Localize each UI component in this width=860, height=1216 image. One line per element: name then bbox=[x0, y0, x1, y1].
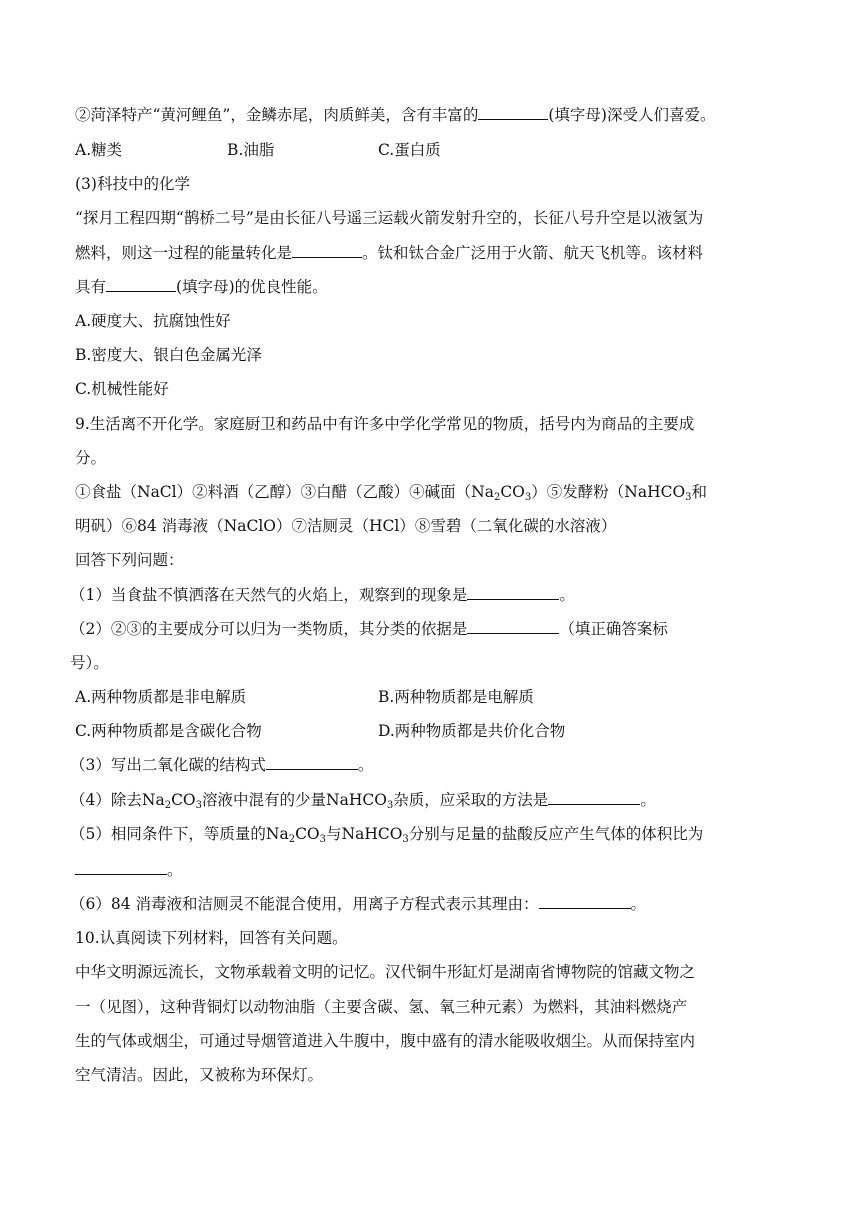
formula-nahco: NaHCO bbox=[624, 483, 686, 501]
formula-co: CO bbox=[500, 483, 525, 501]
answer-blank[interactable] bbox=[467, 619, 559, 634]
q9-sub-text: 溶液中混有的少量 bbox=[202, 791, 327, 809]
q9-sub-2-cont: 号）。 bbox=[70, 654, 109, 672]
formula-co: CO bbox=[295, 825, 320, 843]
subscript: 2 bbox=[288, 834, 296, 845]
q9-sub-text: （1）当食盐不慎洒落在天然气的火焰上，观察到的现象是 bbox=[70, 586, 468, 604]
q8-choice-c: C.机械性能好 bbox=[75, 380, 169, 398]
q9-sub-text: 与 bbox=[326, 825, 342, 843]
formula-nahco: NaHCO bbox=[326, 791, 387, 809]
q8-option-c: C.蛋白质 bbox=[378, 141, 441, 159]
q9-sub-5 bbox=[70, 823, 703, 845]
q9-sub-text: （5）相同条件下，等质量的 bbox=[70, 825, 266, 843]
q9-sub-1 bbox=[70, 584, 575, 606]
q8-option-b: B.油脂 bbox=[227, 141, 275, 159]
q9-option-a: A.两种物质都是非电解质 bbox=[75, 688, 247, 706]
answer-blank[interactable] bbox=[106, 277, 176, 292]
section-heading: (3)科技中的化学 bbox=[75, 175, 190, 193]
subscript: 3 bbox=[386, 800, 394, 811]
q8-paragraph-text: 。钛和钛合金广泛用于火箭、航天飞机等。该材料 bbox=[362, 244, 704, 262]
q9-items-text: ）⑤发酵粉（ bbox=[531, 483, 625, 501]
q9-stem-cont: 分。 bbox=[75, 449, 107, 467]
q9-option-b: B.两种物质都是电解质 bbox=[378, 688, 534, 706]
answer-blank[interactable] bbox=[266, 755, 358, 770]
q9-sub-text: 杂质，应采取的方法是 bbox=[393, 791, 549, 809]
q9-sub-text: 。 bbox=[640, 791, 656, 809]
subscript: 3 bbox=[195, 800, 203, 811]
formula-nahco: NaHCO bbox=[341, 825, 403, 843]
formula-co: CO bbox=[171, 791, 196, 809]
q9-sub-text: （填正确答案标 bbox=[559, 620, 668, 638]
answer-blank[interactable] bbox=[548, 790, 640, 805]
q8-line-1-text-end: (填字母)深受人们喜爱。 bbox=[548, 106, 716, 124]
q10-paragraph-line: 一（见图），这种背铜灯以动物油脂（主要含碳、氢、氧三种元素）为燃料，其油料燃烧产 bbox=[75, 998, 688, 1016]
answer-blank[interactable] bbox=[467, 585, 559, 600]
q10-paragraph-line: 中华文明源远流长，文物承载着文明的记忆。汉代铜牛形缸灯是湖南省博物院的馆藏文物之 bbox=[75, 963, 696, 981]
q9-answer-prompt: 回答下列问题： bbox=[75, 551, 184, 569]
q9-sub-4 bbox=[70, 789, 656, 811]
q9-stem: 9.生活离不开化学。家庭厨卫和药品中有许多中学化学常见的物质，括号内为商品的主要成 bbox=[75, 415, 695, 433]
q9-option-d: D.两种物质都是共价化合物 bbox=[378, 722, 566, 740]
q9-sub-text: （4）除去 bbox=[70, 791, 142, 809]
answer-blank[interactable] bbox=[292, 243, 362, 258]
q8-paragraph-line: “探月工程四期“鹊桥二号”是由长征八号遥三运载火箭发射升空的，长征八号升空是以液氢为 bbox=[75, 209, 704, 227]
q9-sub-5-cont bbox=[75, 859, 183, 881]
q9-sub-text: 。 bbox=[167, 861, 183, 879]
q8-paragraph-line bbox=[75, 242, 703, 264]
q8-line-1 bbox=[75, 104, 715, 126]
q9-sub-2 bbox=[70, 618, 668, 640]
q10-paragraph-line: 空气清洁。因此，又被称为环保灯。 bbox=[75, 1066, 324, 1084]
answer-blank[interactable] bbox=[75, 860, 167, 875]
q9-sub-text: （3）写出二氧化碳的结构式 bbox=[70, 756, 266, 774]
q9-sub-text: 分别与足量的盐酸反应产生气体的体积比为 bbox=[408, 825, 704, 843]
subscript: 2 bbox=[493, 492, 501, 503]
formula-na: Na bbox=[265, 825, 289, 843]
q9-sub-6 bbox=[70, 893, 646, 915]
formula-na: Na bbox=[471, 483, 494, 501]
subscript: 2 bbox=[164, 800, 172, 811]
subscript: 3 bbox=[402, 834, 409, 845]
q9-items-line: 明矾）⑥84 消毒液（NaClO）⑦洁厕灵（HCl）⑧雪碧（二氧化碳的水溶液） bbox=[75, 517, 617, 535]
q9-sub-3 bbox=[70, 754, 373, 776]
q9-items-line bbox=[75, 481, 707, 503]
q8-paragraph-line bbox=[75, 276, 328, 298]
q8-paragraph-text: 具有 bbox=[75, 278, 107, 296]
q9-sub-text: 。 bbox=[357, 756, 374, 774]
q8-options bbox=[75, 139, 122, 161]
q9-items-text: ①食盐（NaCl）②料酒（乙醇）③白醋（乙酸）④碱面（ bbox=[75, 483, 472, 501]
subscript: 3 bbox=[685, 492, 692, 503]
q8-paragraph-text: (填字母)的优良性能。 bbox=[176, 278, 328, 296]
q10-stem: 10.认真阅读下列材料，回答有关问题。 bbox=[75, 929, 348, 947]
q9-sub-text: （6）84 消毒液和洁厕灵不能混合使用，用离子方程式表示其理由： bbox=[70, 895, 539, 913]
q9-sub-text: 。 bbox=[559, 586, 575, 604]
q9-option-c: C.两种物质都是含碳化合物 bbox=[75, 722, 262, 740]
q8-line-1-text: ②菏泽特产“黄河鲤鱼”，金鳞赤尾，肉质鲜美，含有丰富的 bbox=[75, 106, 479, 124]
q9-sub-text: 。 bbox=[630, 895, 647, 913]
formula-na: Na bbox=[141, 791, 165, 809]
q9-sub-text: （2）②③的主要成分可以归为一类物质，其分类的依据是 bbox=[70, 620, 468, 638]
q8-paragraph-text: 燃料，则这一过程的能量转化是 bbox=[75, 244, 293, 262]
q8-choice-a: A.硬度大、抗腐蚀性好 bbox=[75, 312, 231, 330]
subscript: 3 bbox=[524, 492, 532, 503]
q8-option-a: A.糖类 bbox=[75, 141, 123, 159]
subscript: 3 bbox=[319, 834, 327, 845]
q10-paragraph-line: 生的气体或烟尘，可通过导烟管道进入牛腹中，腹中盛有的清水能吸收烟尘。从而保持室内 bbox=[75, 1032, 696, 1050]
q9-items-text: 和 bbox=[691, 483, 708, 501]
answer-blank[interactable] bbox=[539, 894, 631, 909]
answer-blank[interactable] bbox=[478, 105, 548, 120]
q8-choice-b: B.密度大、银白色金属光泽 bbox=[75, 346, 262, 364]
